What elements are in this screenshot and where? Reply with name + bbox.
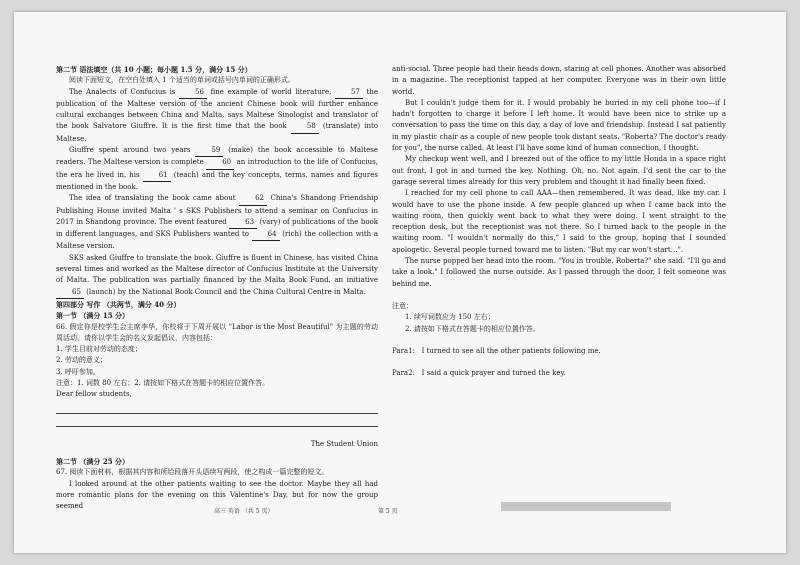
blank-63: 63 <box>229 217 257 229</box>
blank-64: 64 <box>252 229 280 241</box>
note-item-2: 2. 请按如下格式在答题卡的相应位置作答。 <box>405 324 540 333</box>
blank-57: 57 <box>335 87 363 99</box>
blank-65: 65 <box>56 287 84 299</box>
letter-salutation: Dear fellow students, <box>56 390 132 399</box>
section2-instructions: 阅读下面短文，在空白处填入 1 个适当的单词或括号内单词的正确形式。 <box>69 76 295 85</box>
blank-61: 61 <box>143 170 171 182</box>
story-paragraph-2: But I couldn't judge them for it. I would probably be buried in my cell phone too—if I hadn't forgotten to charge it before I left home. It would have been nice to strike up a conversation to pass the time on this day, a day of love and friendship. Instead I sat patiently in my plastic chair as a couple of new people took distant seats. "Roberta? The doctor's ready for you", the nurse called. At least I'll have some kind of human connection, I thought. <box>392 98 726 153</box>
para1-prompt: Para1: I turned to see all the other patients following me. <box>392 346 601 355</box>
story-paragraph-3: My checkup went well, and I breezed out of the office to my little Honda in a space right out front. I got in and turned the key. Nothing. Oh, no. Not again. I'd sent the car to the garage several times already for this very problem and thought it had finally been fixed. <box>392 155 726 186</box>
blank-56: 56 <box>179 87 207 99</box>
blank-59: 59 <box>195 145 223 157</box>
section1-title: 第一节 （满分 15 分） <box>56 311 130 321</box>
q66-item-3: 3. 呼吁参加。 <box>56 367 100 376</box>
left-column <box>56 64 378 512</box>
section2-writing-title: 第二节 （满分 25 分） <box>56 456 130 466</box>
note-title: 注意： <box>392 301 413 310</box>
letter-signature: The Student Union <box>310 439 378 448</box>
blank-58: 58 <box>291 121 319 133</box>
writing-line-1 <box>56 413 378 414</box>
passage-paragraph-3: The idea of translating the book came about 62 China's Shandong Friendship Publishing House invited Malta ' s SKS Publishers to attend a seminar on Confucius in 2017 in Shandong province. The event featured 63 (vary) of publications of the book in different languages, and SKS Publishers wanted to 64 (rich) the collection with a Maltese version. <box>56 194 379 251</box>
writing-line-2 <box>56 426 378 427</box>
blank-60: 60 <box>206 157 234 169</box>
story-paragraph-1-cont: anti-social. Three people had their heads down, staring at cell phones. Another was absorbed in a magazine. The receptionist tapped at her computer. Everyone was in their own little world. <box>392 65 726 96</box>
blank-62: 62 <box>239 193 267 205</box>
story-paragraph-5: The nurse popped her head into the room. "You in trouble, Roberta?" she said. "I'll go and take a look." I followed the nurse outside. As I passed through the door, I felt someone was behind me. <box>392 257 726 288</box>
passage-paragraph-2: Giuffre spent around two years 59 (make) the book accessible to Maltese readers. The Maltese version is complete 60 an introduction to the life of Confucius, the era he lived in, his 61 (teach) and the key concepts, terms, names and figures mentioned in the book. <box>56 146 379 191</box>
footer-left: 高三 英语 （共 5 页） <box>214 508 274 515</box>
story-paragraph-4: I reached for my cell phone to call AAA—then remembered. It was dead, like my car. I would have to use the phone inside. A few people glanced up when I came back into the waiting room, then quickly went back to what they were doing. I went straight to the reception desk, but the receptionist was not there. So I turned back to the people in the waiting room. "I wouldn't normally do this," I said to the group, hoping that I sounded apologetic. Several people turned toward me to listen. "But my car won't start…". <box>392 189 726 254</box>
footer-page-number: 第 5 页 <box>378 508 398 515</box>
note-item-1: 1. 续写词数应为 150 左右； <box>405 313 495 322</box>
question-67: 67. 阅读下面材料，根据其内容和所给段落开头语续写两段，使之构成一篇完整的短文。 <box>56 468 329 477</box>
section2-title: 第二节 语法填空（共 10 小题；每小题 1.5 分，满分 15 分） <box>56 65 252 74</box>
redaction-bar <box>501 502 671 511</box>
right-column <box>392 64 726 379</box>
exam-page <box>14 12 786 553</box>
part4-title: 第四部分 写作 （共两节，满分 40 分） <box>56 299 181 309</box>
passage-paragraph-4: SKS asked Giuffre to translate the book. Giuffre is fluent in Chinese, has visited China several times and worked as the Maltese director of Confucius Institute at the University of Malta. The publication was partially financed by the Malta Book Fund, an initiative 65 (launch) by the National Book Council and the China Cultural Centre in Malta. <box>56 253 378 299</box>
q66-note: 注意：1. 词数 80 左右；2. 请按如下格式在答题卡的相应位置作答。 <box>56 379 270 388</box>
story-paragraph-1: I looked around at the other patients waiting to see the doctor. Maybe they all had more romantic plans for the evening on this Valentine's Day, but for now the group seemed <box>56 479 378 511</box>
para2-prompt: Para2: I said a quick prayer and turned the key. <box>392 369 566 378</box>
q66-item-1: 1. 学生目前对劳动的态度； <box>56 345 142 354</box>
question-66: 66. 假定你是校学生会主席李华，你校将于下周开展以 "Labor is the Most Beautiful" 为主题的劳动周活动，请你以学生会的名义发起倡议，内容包括： <box>56 322 378 342</box>
q66-item-2: 2. 劳动的意义； <box>56 356 107 365</box>
passage-paragraph-1: The Analects of Confucius is 56 fine example of world literature, 57 the publication of the Maltese version of the ancient Chinese book will further enhance cultural exchanges between China and Malta, says Maltese Sinologist and translator of the book Salvatore Giuffre. It is the first time that the book 58 (translate) into Maltese. <box>56 87 378 143</box>
